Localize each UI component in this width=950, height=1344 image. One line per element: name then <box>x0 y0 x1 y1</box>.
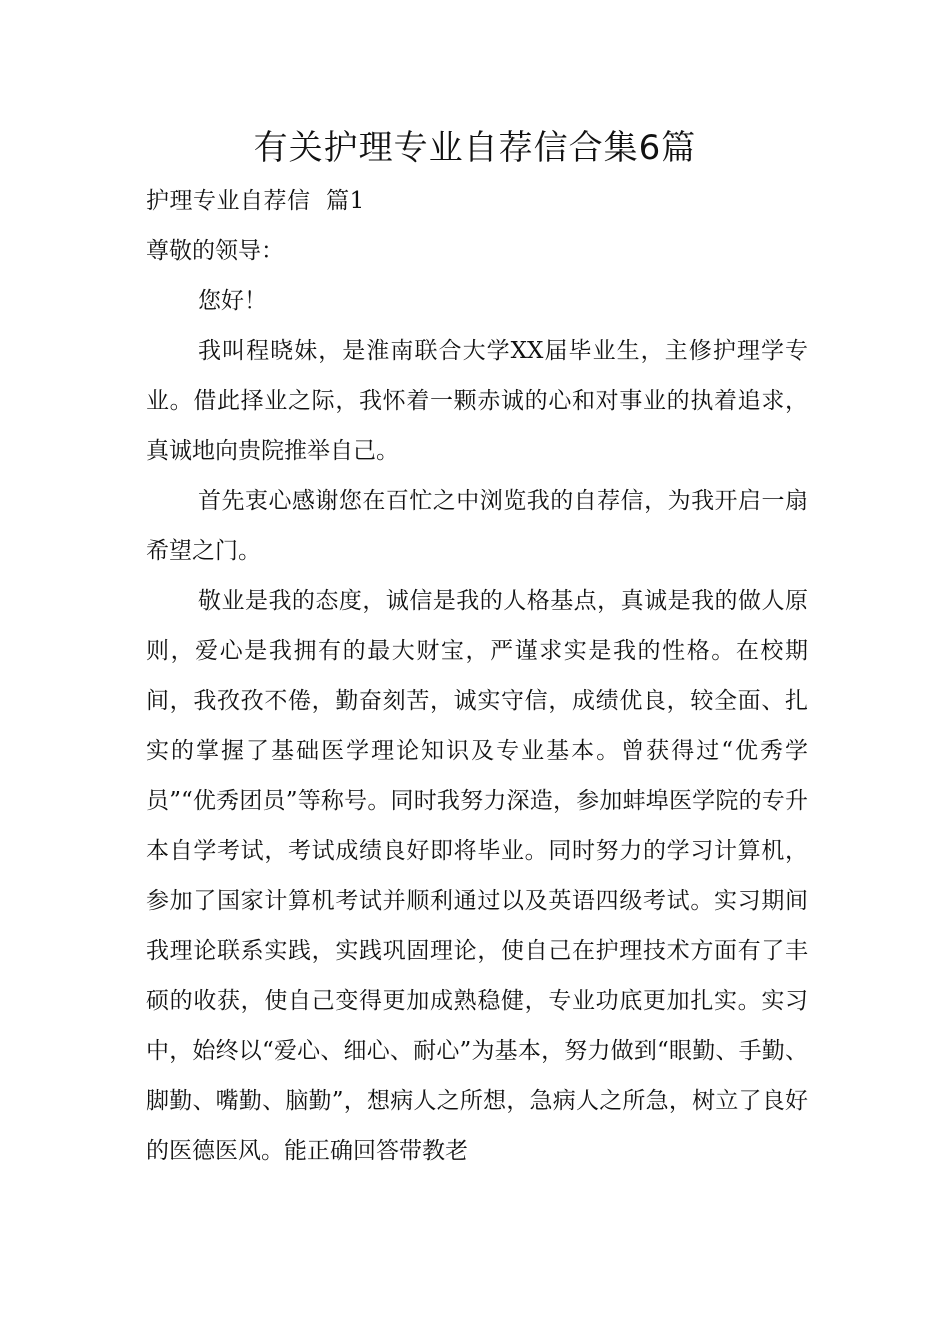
paragraph-thanks: 首先衷心感谢您在百忙之中浏览我的自荐信，为我开启一扇希望之门。 <box>146 488 808 564</box>
paragraph-qualities: 敬业是我的态度，诚信是我的人格基点，真诚是我的做人原则，爱心是我拥有的最大财宝，严谨求实是我的性格。在校期间，我孜孜不倦，勤奋刻苦，诚实守信，成绩优良，较全面、扎实的掌握了基础医学理论知识及专业基本。曾获得过“优秀学员”“优秀团员”等称号。同时我努力深造，参加蚌埠医学院的专升本自学考试，考试成绩良好即将毕业。同时努力的学习计算机，参加了国家计算机考试并顺利通过以及英语四级考试。实习期间我理论联系实践，实践巩固理论，使自己在护理技术方面有了丰硕的收获，使自己变得更加成熟稳健，专业功底更加扎实。实习中，始终以“爱心、细心、耐心”为基本，努力做到“眼勤、手勤、脚勤、嘴勤、脑勤”，想病人之所想，急病人之所急，树立了良好的医德医风。能正确回答带教老 <box>146 588 808 1164</box>
salutation: 尊敬的领导： <box>146 238 284 264</box>
section-heading: 护理专业自荐信 篇1 <box>146 188 365 214</box>
greeting: 您好！ <box>198 288 267 314</box>
page-title: 有关护理专业自荐信合集6篇 <box>253 128 697 168</box>
paragraph-intro: 我叫程晓妹，是淮南联合大学XX届毕业生，主修护理学专业。借此择业之际，我怀着一颗赤诚的心和对事业的执着追求，真诚地向贵院推举自己。 <box>146 338 808 464</box>
letter-body <box>146 176 808 1176</box>
